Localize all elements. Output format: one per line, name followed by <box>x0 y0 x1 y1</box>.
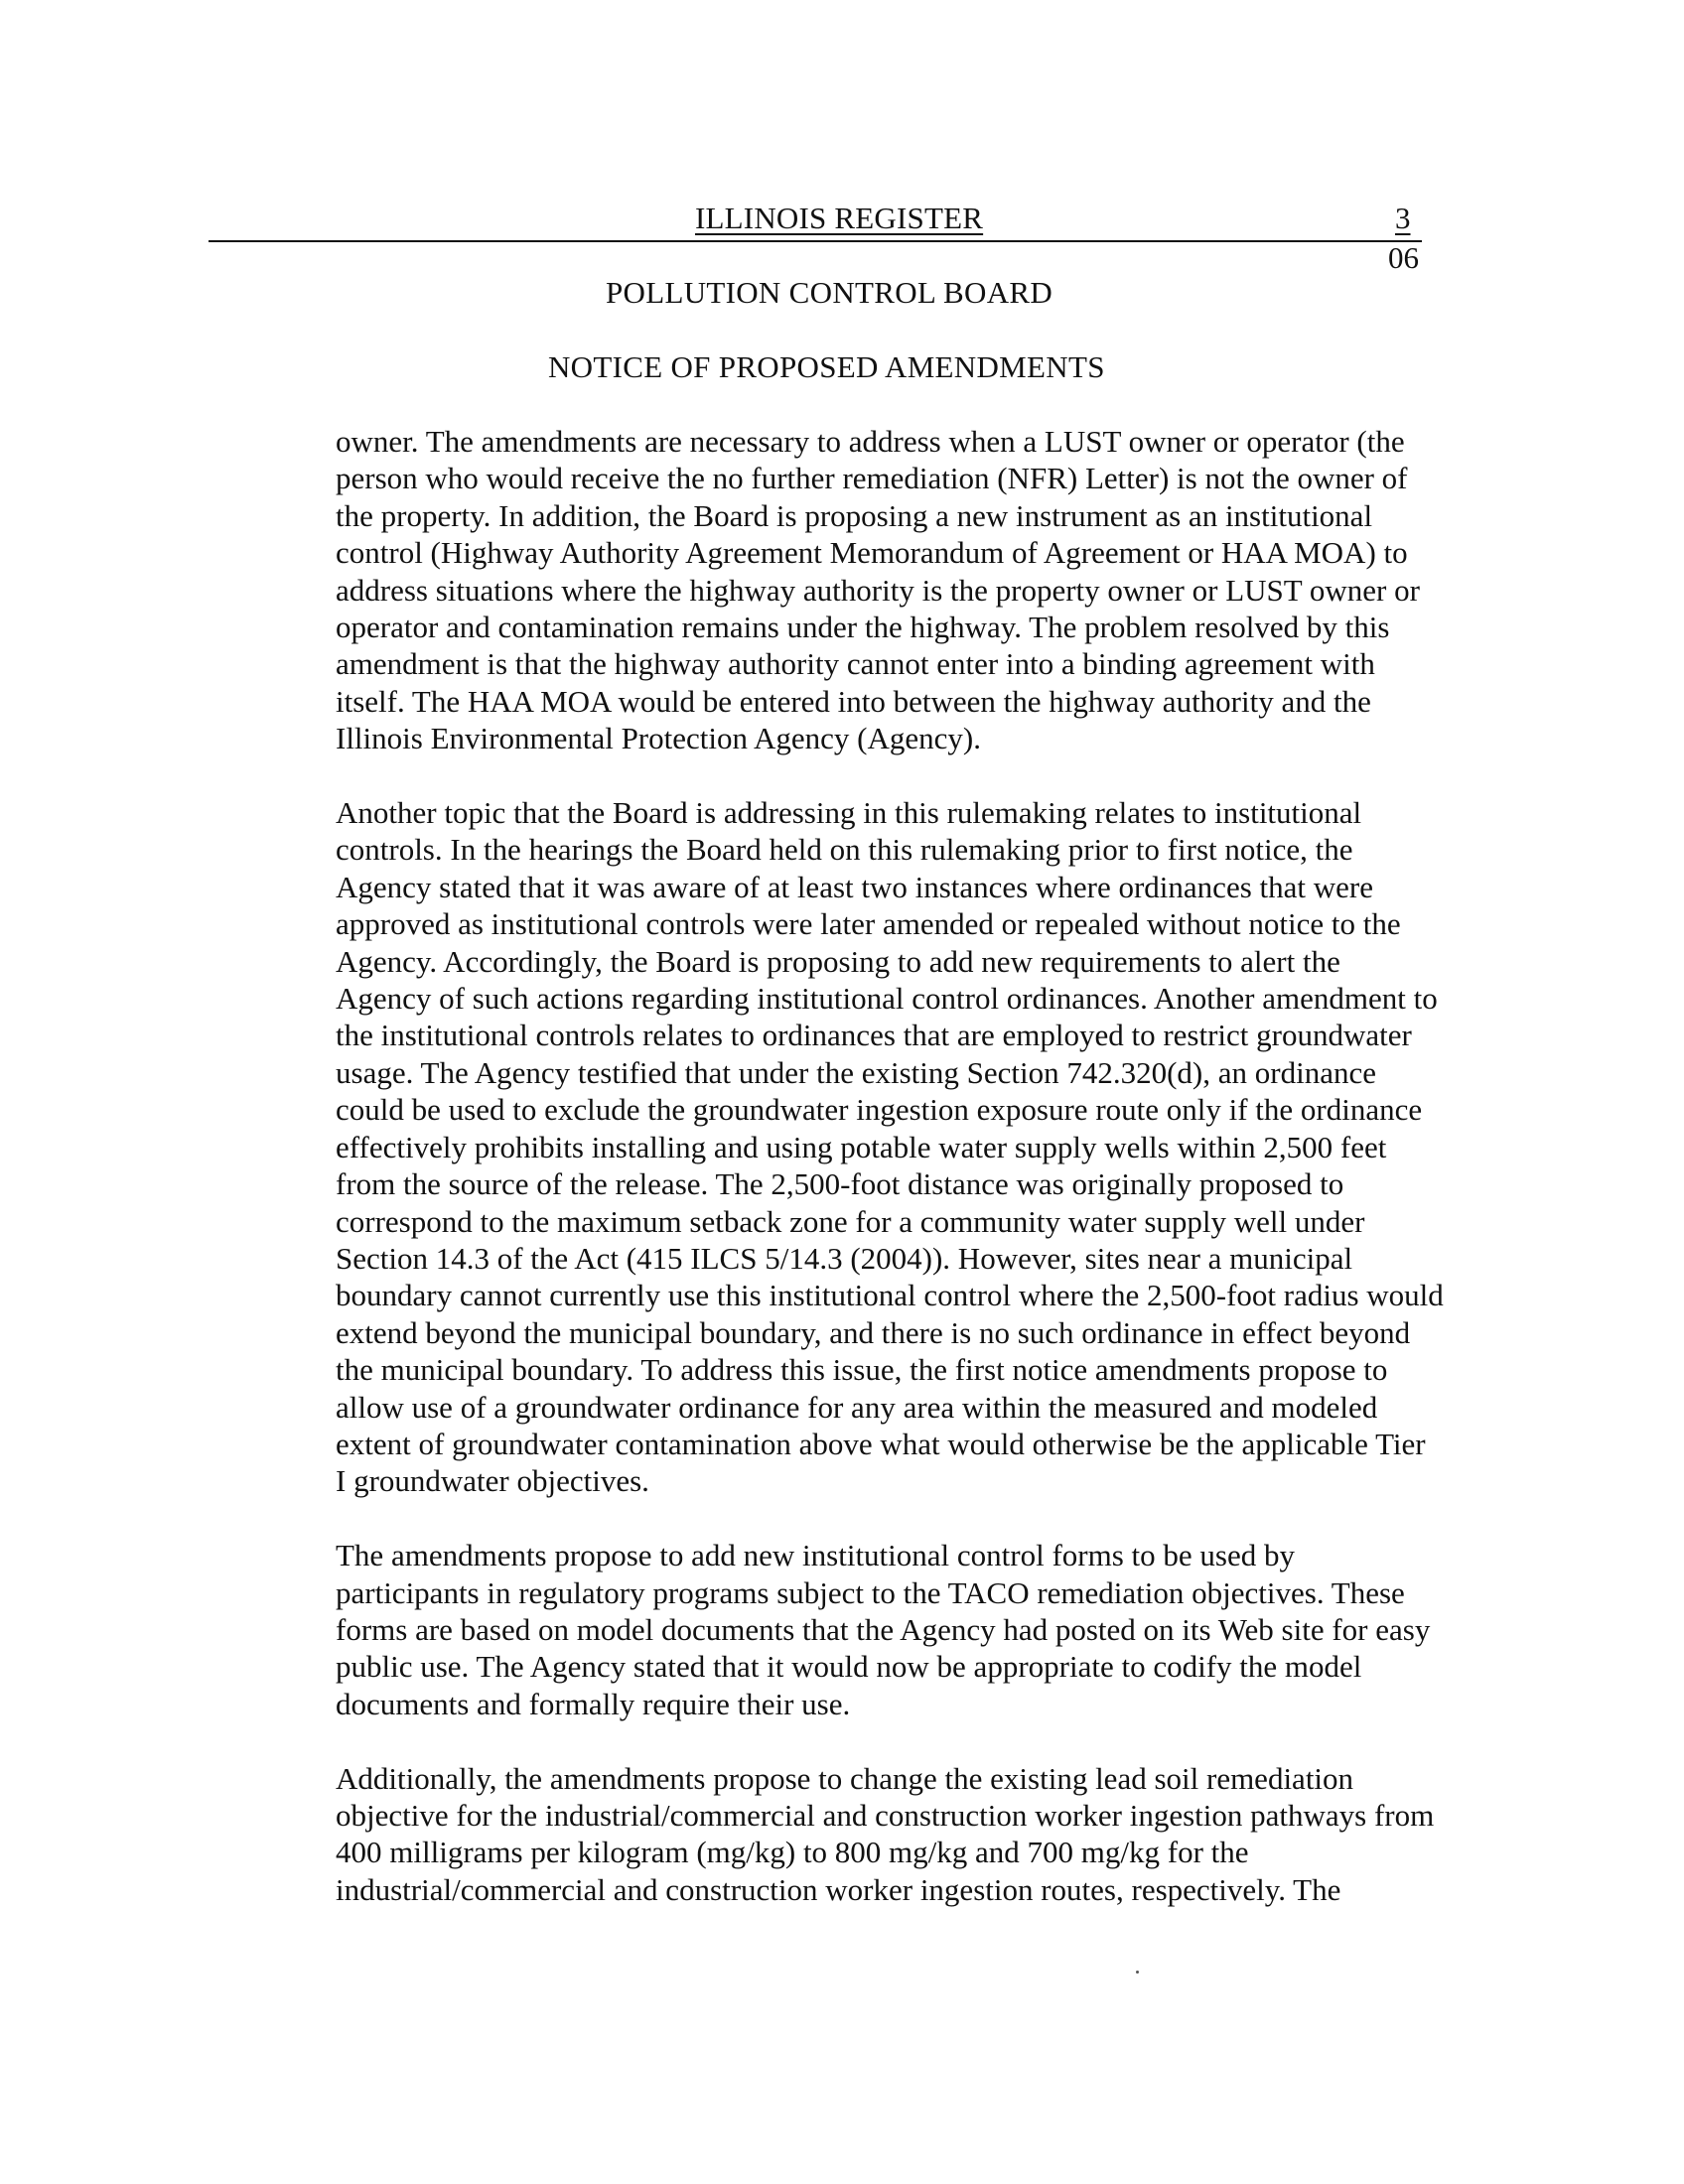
paragraph-4 <box>336 1760 1487 1909</box>
text-line: operator and contamination remains under the highway. The problem resolved by this <box>336 610 1390 645</box>
text-line: extent of groundwater contamination above what would otherwise be the applicable Tier <box>336 1426 1426 1461</box>
text-line: correspond to the maximum setback zone for a community water supply well under <box>336 1203 1365 1239</box>
text-line: could be used to exclude the groundwater ingestion exposure route only if the ordinance <box>336 1092 1423 1128</box>
issue-number: 06 <box>1388 240 1419 275</box>
body-text <box>336 423 1487 1946</box>
text-line: control (Highway Authority Agreement Memorandum of Agreement or HAA MOA) to <box>336 535 1408 571</box>
text-line: Additionally, the amendments propose to change the existing lead soil remediation <box>336 1760 1354 1796</box>
text-line: itself. The HAA MOA would be entered into between the highway authority and the <box>336 683 1371 719</box>
text-line: Another topic that the Board is addressing in this rulemaking relates to institutional <box>336 795 1362 831</box>
text-line: forms are based on model documents that the Agency had posted on its Web site for easy <box>336 1611 1431 1647</box>
notice-heading: NOTICE OF PROPOSED AMENDMENTS <box>548 349 1105 384</box>
text-line: person who would receive the no further remediation (NFR) Letter) is not the owner of <box>336 461 1408 496</box>
text-line: allow use of a groundwater ordinance for any area within the measured and modeled <box>336 1389 1378 1425</box>
text-line: owner. The amendments are necessary to address when a LUST owner or operator (the <box>336 424 1405 459</box>
text-line: the institutional controls relates to ordinances that are employed to restrict groundwater <box>336 1018 1412 1053</box>
text-line: boundary cannot currently use this institutional control where the 2,500-foot radius would <box>336 1278 1444 1313</box>
paragraph-2 <box>336 794 1487 1500</box>
scan-speck <box>1136 1971 1139 1974</box>
text-line: documents and formally require their use. <box>336 1686 851 1721</box>
paragraph-1 <box>336 423 1487 757</box>
text-line: participants in regulatory programs subject to the TACO remediation objectives. These <box>336 1574 1405 1610</box>
text-line: 400 milligrams per kilogram (mg/kg) to 800 mg/kg and 700 mg/kg for the <box>336 1835 1249 1870</box>
text-line: from the source of the release. The 2,500-foot distance was originally proposed to <box>336 1166 1344 1202</box>
text-line: The amendments propose to add new institutional control forms to be used by <box>336 1538 1295 1573</box>
text-line: amendment is that the highway authority cannot enter into a binding agreement with <box>336 646 1375 682</box>
text-line: Agency. Accordingly, the Board is proposing to add new requirements to alert the <box>336 943 1340 979</box>
text-line: Agency of such actions regarding institutional control ordinances. Another amendment to <box>336 981 1438 1017</box>
register-title: ILLINOIS REGISTER <box>695 201 984 235</box>
text-line: usage. The Agency testified that under the existing Section 742.320(d), an ordinance <box>336 1054 1376 1090</box>
text-line: the property. In addition, the Board is proposing a new instrument as an institutional <box>336 497 1373 533</box>
text-line: extend beyond the municipal boundary, and there is no such ordinance in effect beyond <box>336 1314 1411 1350</box>
text-line: Illinois Environmental Protection Agency (Agency). <box>336 721 981 756</box>
text-line: Section 14.3 of the Act (415 ILCS 5/14.3 (2004)). However, sites near a municipal <box>336 1240 1353 1276</box>
text-line: the municipal boundary. To address this issue, the first notice amendments propose to <box>336 1352 1388 1388</box>
text-line: industrial/commercial and construction worker ingestion routes, respectively. The <box>336 1871 1341 1907</box>
text-line: approved as institutional controls were later amended or repealed without notice to the <box>336 906 1401 942</box>
text-line: controls. In the hearings the Board held on this rulemaking prior to first notice, the <box>336 832 1353 868</box>
text-line: effectively prohibits installing and using potable water supply wells within 2,500 feet <box>336 1129 1387 1164</box>
page-number: 3 <box>1395 201 1411 235</box>
paragraph-3 <box>336 1537 1487 1722</box>
text-line: public use. The Agency stated that it would now be appropriate to codify the model <box>336 1649 1362 1685</box>
text-line: Agency stated that it was aware of at least two instances where ordinances that were <box>336 869 1373 904</box>
text-line: address situations where the highway authority is the property owner or LUST owner or <box>336 572 1420 608</box>
text-line: objective for the industrial/commercial and construction worker ingestion pathways from <box>336 1797 1435 1833</box>
header-rule <box>209 240 1422 242</box>
agency-heading: POLLUTION CONTROL BOARD <box>606 275 1053 310</box>
text-line: I groundwater objectives. <box>336 1463 649 1499</box>
